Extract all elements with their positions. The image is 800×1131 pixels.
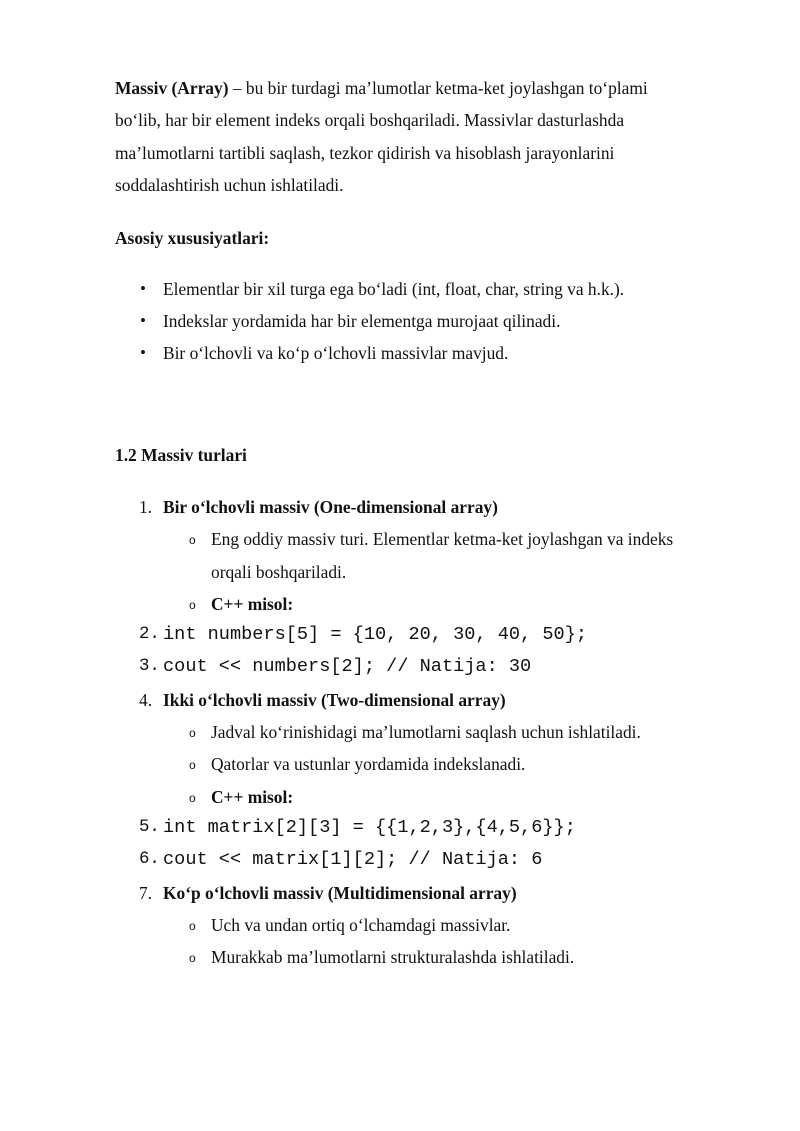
code-line-number: 2.: [139, 625, 160, 644]
circle-bullet-icon: o: [189, 758, 196, 772]
intro-term: Massiv (Array): [115, 78, 229, 98]
type-desc-line: Qatorlar va ustunlar yordamida indekslanadi.: [211, 754, 526, 774]
bullet-icon: •: [140, 343, 146, 362]
feature-item: Bir o‘lchovli va ko‘p o‘lchovli massivlar mavjud.: [163, 343, 509, 363]
feature-item: Elementlar bir xil turga ega bo‘ladi (int, float, char, string va h.k.).: [163, 279, 625, 299]
type-desc-line: Murakkab ma’lumotlarni strukturalashda ishlatiladi.: [211, 947, 575, 967]
circle-bullet-icon: o: [189, 598, 196, 612]
type-title-two-dimensional: Ikki o‘lchovli massiv (Two-dimensional array): [163, 690, 506, 710]
list-number: 1.: [139, 497, 153, 517]
circle-bullet-icon: o: [189, 919, 196, 933]
intro-line-3: ma’lumotlarni tartibli saqlash, tezkor qidirish va hisoblash jarayonlarini: [115, 143, 615, 163]
bullet-icon: •: [140, 279, 146, 298]
type-title-multidimensional: Ko‘p o‘lchovli massiv (Multidimensional array): [163, 883, 517, 903]
type-desc-line: orqali boshqariladi.: [211, 562, 347, 582]
type-desc-line: Jadval ko‘rinishidagi ma’lumotlarni saqlash uchun ishlatiladi.: [211, 722, 641, 742]
code-line: cout << matrix[1][2]; // Natija: 6: [163, 849, 543, 870]
feature-item: Indekslar yordamida har bir elementga murojaat qilinadi.: [163, 311, 561, 331]
list-number: 4.: [139, 690, 153, 710]
code-line-number: 3.: [139, 657, 160, 676]
intro-line-2: bo‘lib, har bir element indeks orqali boshqariladi. Massivlar dasturlashda: [115, 110, 625, 130]
type-desc-line: Eng oddiy massiv turi. Elementlar ketma-ket joylashgan va indeks: [211, 529, 674, 549]
example-label: C++ misol:: [211, 787, 294, 807]
features-heading: Asosiy xususiyatlari:: [115, 228, 270, 248]
circle-bullet-icon: o: [189, 791, 196, 805]
list-number: 7.: [139, 883, 153, 903]
code-line-number: 6.: [139, 850, 160, 869]
code-line-number: 5.: [139, 818, 160, 837]
circle-bullet-icon: o: [189, 533, 196, 547]
code-line: int numbers[5] = {10, 20, 30, 40, 50};: [163, 624, 588, 645]
example-label: C++ misol:: [211, 594, 294, 614]
intro-line-1-text: – bu bir turdagi ma’lumotlar ketma-ket joylashgan to‘plami: [228, 78, 648, 98]
circle-bullet-icon: o: [189, 726, 196, 740]
intro-line-1: [115, 77, 648, 99]
code-line: cout << numbers[2]; // Natija: 30: [163, 656, 532, 677]
type-title-one-dimensional: Bir o‘lchovli massiv (One-dimensional array): [163, 497, 498, 517]
type-desc-line: Uch va undan ortiq o‘lchamdagi massivlar.: [211, 915, 511, 935]
code-line: int matrix[2][3] = {{1,2,3},{4,5,6}};: [163, 817, 576, 838]
section-heading: 1.2 Massiv turlari: [115, 445, 247, 465]
intro-line-4: soddalashtirish uchun ishlatiladi.: [115, 175, 344, 195]
circle-bullet-icon: o: [189, 951, 196, 965]
bullet-icon: •: [140, 311, 146, 330]
